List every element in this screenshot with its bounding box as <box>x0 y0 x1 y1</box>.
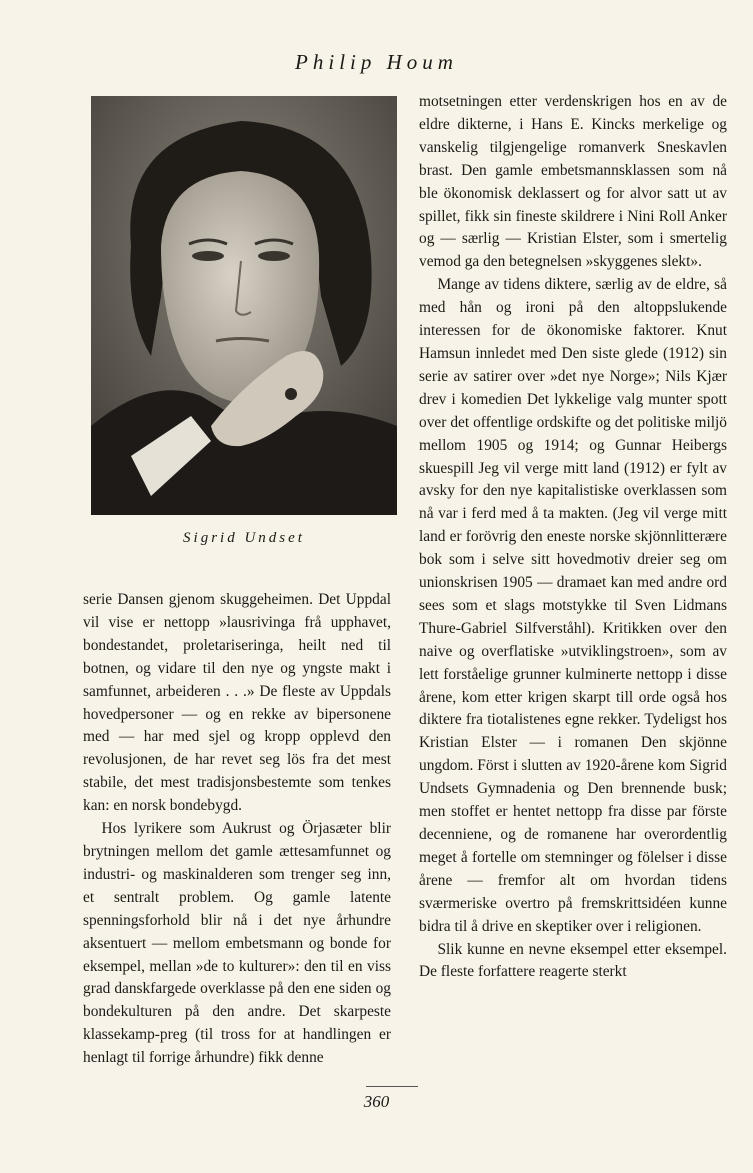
figure-caption: Sigrid Undset <box>183 530 305 546</box>
right-text-column <box>419 91 727 984</box>
paragraph: Slik kunne en nevne eksempel etter eksempel. De fleste forfattere reagerte sterkt <box>419 940 727 981</box>
left-text-column <box>83 589 391 1070</box>
paragraph: serie Dansen gjenom skuggeheimen. Det Uppdal vil vise er nettopp »lausrivinga frå upphavet, bondestandet, proletariseringa, heilt ned til botnen, og vidare til den nye og yngste makt i samfunnet, arbeideren . . .» De fleste av Uppdals hovedpersoner — og en rekke av bipersonene med — har med sjel og kropp opplevd den revolusjonen, de har revet seg lös fra det mest stabile, det mest tradisjonsbestemte som tenkes kan: en norsk bondebygd. <box>83 591 391 815</box>
paragraph: Mange av tidens diktere, særlig av de eldre, så med hån og ironi på den altoppslukende interessen for de ökonomiske faktorer. Knut Hamsun innledet med Den siste glede (1912) sin serie av satirer over »det nye Norge»; Nils Kjær drev i komedien Det lykkelige valg munter spott over det offentlige ordskifte og det politiske miljö mellom 1905 og 1914; og Gunnar Heibergs skuespill Jeg vil verge mitt land (1912) er fylt av avsky for den nye kapitalistiske overklassen som nå var i ferd med å ta makten. (Jeg vil verge mitt land er forövrig den eneste norske skjönnlitterære bok som i selve sitt hovedmotiv dreier seg om unionskrisen 1905 — dramaet kan med andre ord sees som et slags motstykke til Sven Lidmans Thure-Gabriel Silfverståhl). Kritikken over den naive og overflatiske »utviklingstroen», som av lett forståelige grunner kulminerte nettopp i disse årene, kom etter krigen skarpt till orde også hos diktere fra tiotalistenes egne rekker. Tydeligst hos Kristian Elster — i romanen Den skjönne ungdom. Först i slutten av 1920-årene kom Sigrid Undsets Gymnadenia og Den brennende busk; men stoffet er hentet nettopp fra disse par förste decenniene, og de romanene har overordentlig meget å fortelle om stemninger og fölelser i disse årene — fremfor alt om hvordan tidens sværmeriske overtro på fremskrittsidéen kunne bidra til å drive en skeptiker over i religionen. <box>419 276 727 935</box>
footer-rule <box>366 1086 418 1087</box>
page-number: 360 <box>363 1092 390 1111</box>
paragraph: Hos lyrikere som Aukrust og Örjasæter blir brytningen mellom det gamle ættesamfunnet og industri- og maskinalderen som trenger seg inn, et sentralt problem. Og gamle latente spenningsforhold blir nå i det nye århundre aksentuert — mellom embetsmann og bonde for eksempel, mellan »de to kulturer»: den til en viss grad danskfargede overklasse på den ene siden og bondekulturen på den andre. Det skarpeste klassekamp-preg (til tross for at handlingen er henlagt til forrige århundre) fikk denne <box>83 820 391 1067</box>
portrait-photo <box>91 96 397 515</box>
running-header: Philip Houm <box>295 50 458 74</box>
paragraph: motsetningen etter verdenskrigen hos en av de eldre dikterne, i Hans E. Kincks merkelige og vanskelig tilgjengelige romanverk Sneskavlen brast. Den gamle embetsmannsklassen som nå ble ökonomisk deklassert og for alvor satt ut av spillet, fikk sin fineste skildrere i Nini Roll Anker og — særlig — Kristian Elster, som i smertelig vemod ga den betegnelsen »skyggenes slekt». <box>419 93 727 271</box>
portrait-illustration <box>91 96 397 515</box>
